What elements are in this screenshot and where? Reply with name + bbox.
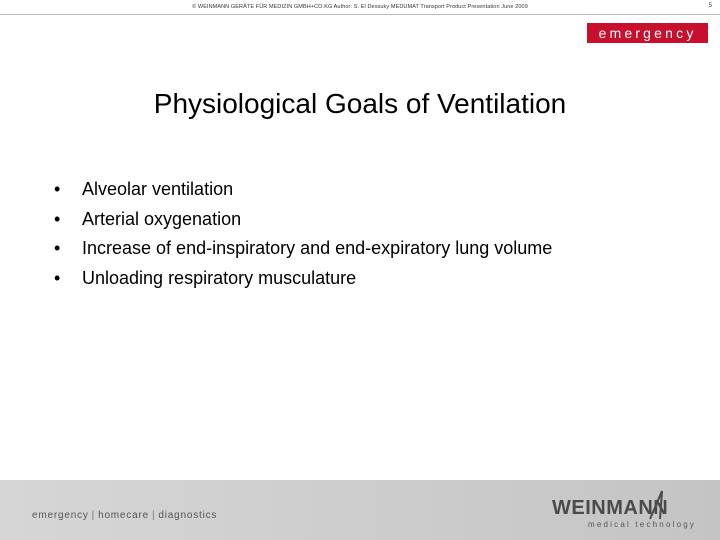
tagline-homecare: homecare bbox=[98, 510, 149, 521]
bullet-item bbox=[54, 264, 552, 294]
emergency-badge: emergency bbox=[587, 23, 708, 43]
bullet-text: Arterial oxygenation bbox=[82, 208, 242, 229]
bullet-dot: • bbox=[54, 208, 61, 229]
bullet-dot: • bbox=[54, 179, 61, 199]
tagline-diagnostics: diagnostics bbox=[158, 510, 218, 521]
bullet-item bbox=[54, 234, 552, 264]
tagline-separator: | bbox=[91, 510, 96, 521]
bullet-dot: • bbox=[54, 238, 61, 258]
bullet-item bbox=[54, 175, 552, 205]
slide-title: Physiological Goals of Ventilation bbox=[153, 88, 567, 119]
bullet-text: Increase of end-inspiratory and end-expiratory lung volume bbox=[82, 238, 553, 258]
bullet-text: Unloading respiratory musculature bbox=[82, 267, 357, 288]
tagline-emergency: emergency bbox=[32, 510, 89, 521]
weinmann-logo bbox=[552, 497, 697, 533]
bullet-item bbox=[54, 205, 552, 235]
logo-wordmark: WEINMANN bbox=[552, 497, 669, 519]
bullet-list bbox=[54, 175, 552, 293]
header-divider bbox=[0, 14, 720, 15]
page-number: 5 bbox=[708, 3, 712, 9]
footer-tagline bbox=[32, 510, 217, 521]
tagline-separator: | bbox=[151, 510, 156, 521]
header-copyright-line: © WEINMANN GERÄTE FÜR MEDIZIN GMBH+CO.KG Author: S. El Dessuky MEDUMAT Transport Product Presentation June 2009 bbox=[192, 4, 528, 10]
bullet-dot: • bbox=[54, 267, 61, 288]
logo-subline: medical technology bbox=[588, 520, 697, 529]
bullet-text: Alveolar ventilation bbox=[82, 179, 234, 199]
